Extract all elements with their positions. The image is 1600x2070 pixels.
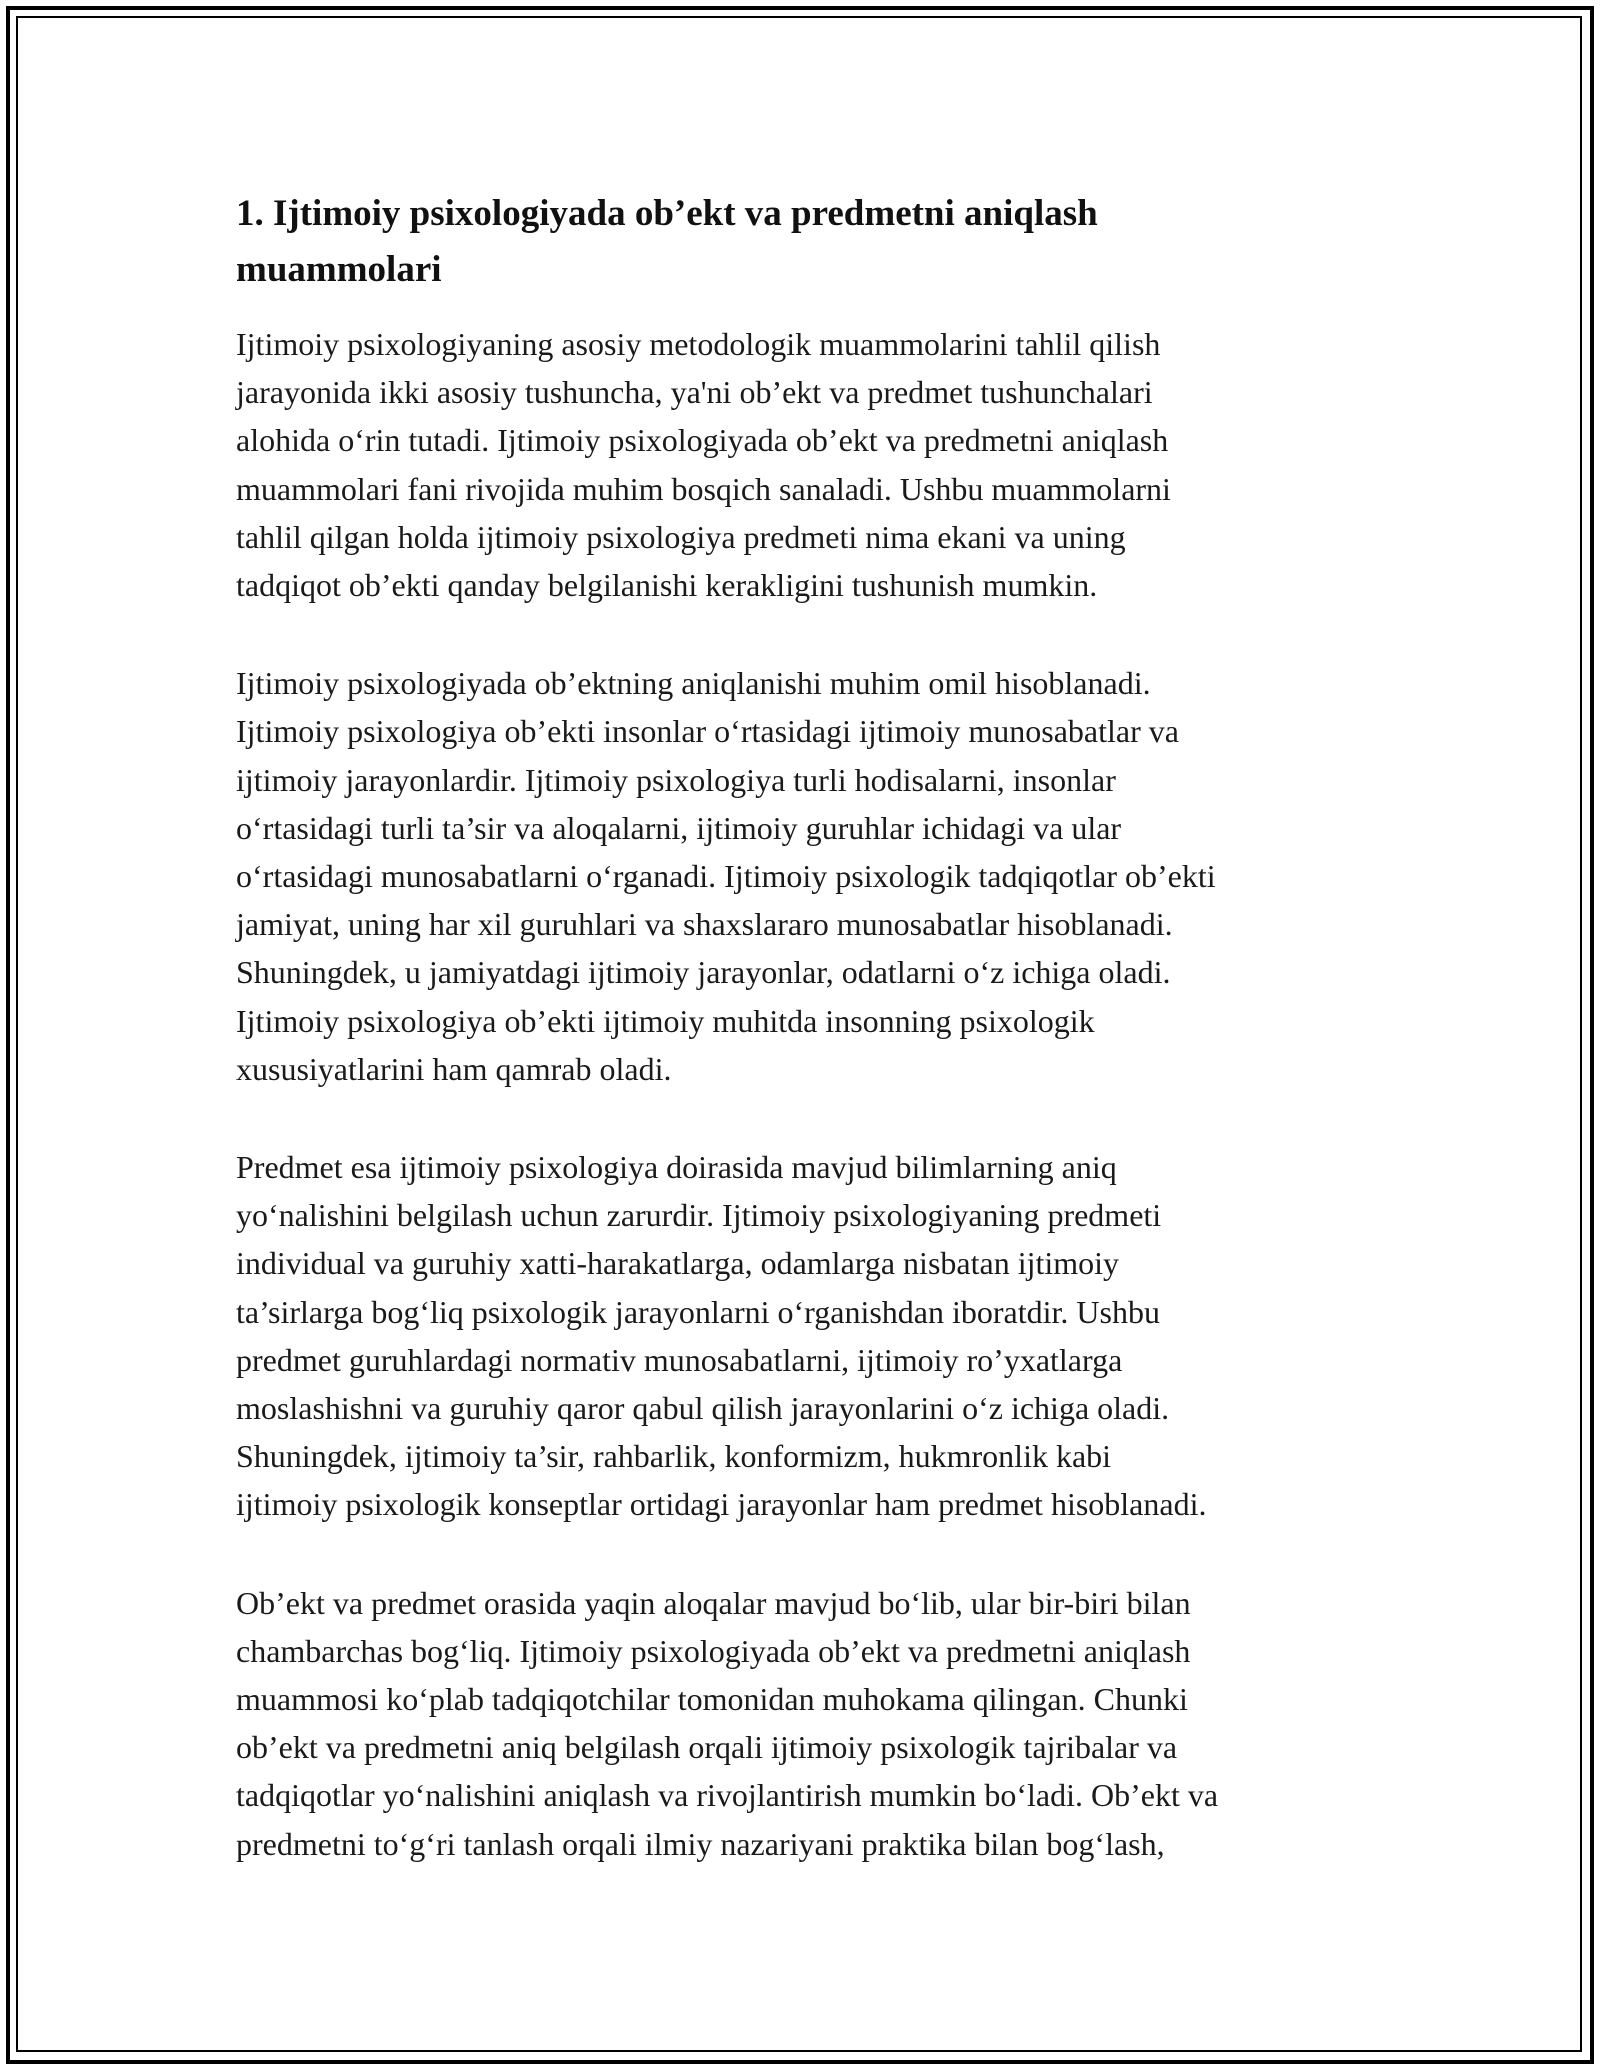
section-heading: 1. Ijtimoiy psixologiyada ob’ekt va predmetni aniqlash muammolari [236,193,1098,290]
paragraph-4: Ob’ekt va predmet orasida yaqin aloqalar mavjud bo‘lib, ular bir-biri bilan chambarchas bog‘liq. Ijtimoiy psixologiyada ob’ekt va predmetni aniqlash muammosi ko‘plab tadqiqotchilar tomonidan muhokama qilingan. Chunki ob’ekt va predmetni aniq belgilash orqali ijtimoiy psixologik tajribalar va tadqiqotlar yo‘nalishini aniqlash va rivojlantirish mumkin bo‘ladi. Ob’ekt va predmetni to‘g‘ri tanlash orqali ilmiy nazariyani praktika bilan bog‘lash, [236,1584,1219,1862]
paragraph-2: Ijtimoiy psixologiyada ob’ektning aniqlanishi muhim omil hisoblanadi. Ijtimoiy psixologiya ob’ekti insonlar o‘rtasidagi ijtimoiy munosabatlar va ijtimoiy jarayonlardir. Ijtimoiy psixologiya turli hodisalarni, insonlar o‘rtasidagi turli ta’sir va aloqalarni, ijtimoiy guruhlar ichidagi va ular o‘rtasidagi munosabatlarni o‘rganadi. Ijtimoiy psixologik tadqiqotlar ob’ekti jamiyat, uning har xil guruhlari va shaxslararo munosabatlar hisoblanadi. Shuningdek, u jamiyatdagi ijtimoiy jarayonlar, odatlarni o‘z ichiga oladi. Ijtimoiy psixologiya ob’ekti ijtimoiy muhitda insonning psixologik xususiyatlarini ham qamrab oladi. [236,665,1216,1087]
paragraph-1: Ijtimoiy psixologiyaning asosiy metodologik muammolarini tahlil qilish jarayonida ikki asosiy tushuncha, ya'ni ob’ekt va predmet tushunchalari alohida o‘rin tutadi. Ijtimoiy psixologiyada ob’ekt va predmetni aniqlash muammolari fani rivojida muhim bosqich sanaladi. Ushbu muammolarni tahlil qilgan holda ijtimoiy psixologiya predmeti nima ekani va uning tadqiqot ob’ekti qanday belgilanishi kerakligini tushunish mumkin. [236,326,1171,604]
paragraph-3: Predmet esa ijtimoiy psixologiya doirasida mavjud bilimlarning aniq yo‘nalishini belgilash uchun zarurdir. Ijtimoiy psixologiyaning predmeti individual va guruhiy xatti-harakatlarga, odamlarga nisbatan ijtimoiy ta’sirlarga bog‘liq psixologik jarayonlarni o‘rganishdan iboratdir. Ushbu predmet guruhlardagi normativ munosabatlarni, ijtimoiy ro’yxatlarga moslashishni va guruhiy qaror qabul qilish jarayonlarini o‘z ichiga oladi. Shuningdek, ijtimoiy ta’sir, rahbarlik, konformizm, hukmronlik kabi ijtimoiy psixologik konseptlar ortidagi jarayonlar ham predmet hisoblanadi. [236,1149,1207,1523]
document-body [236,186,1386,1868]
